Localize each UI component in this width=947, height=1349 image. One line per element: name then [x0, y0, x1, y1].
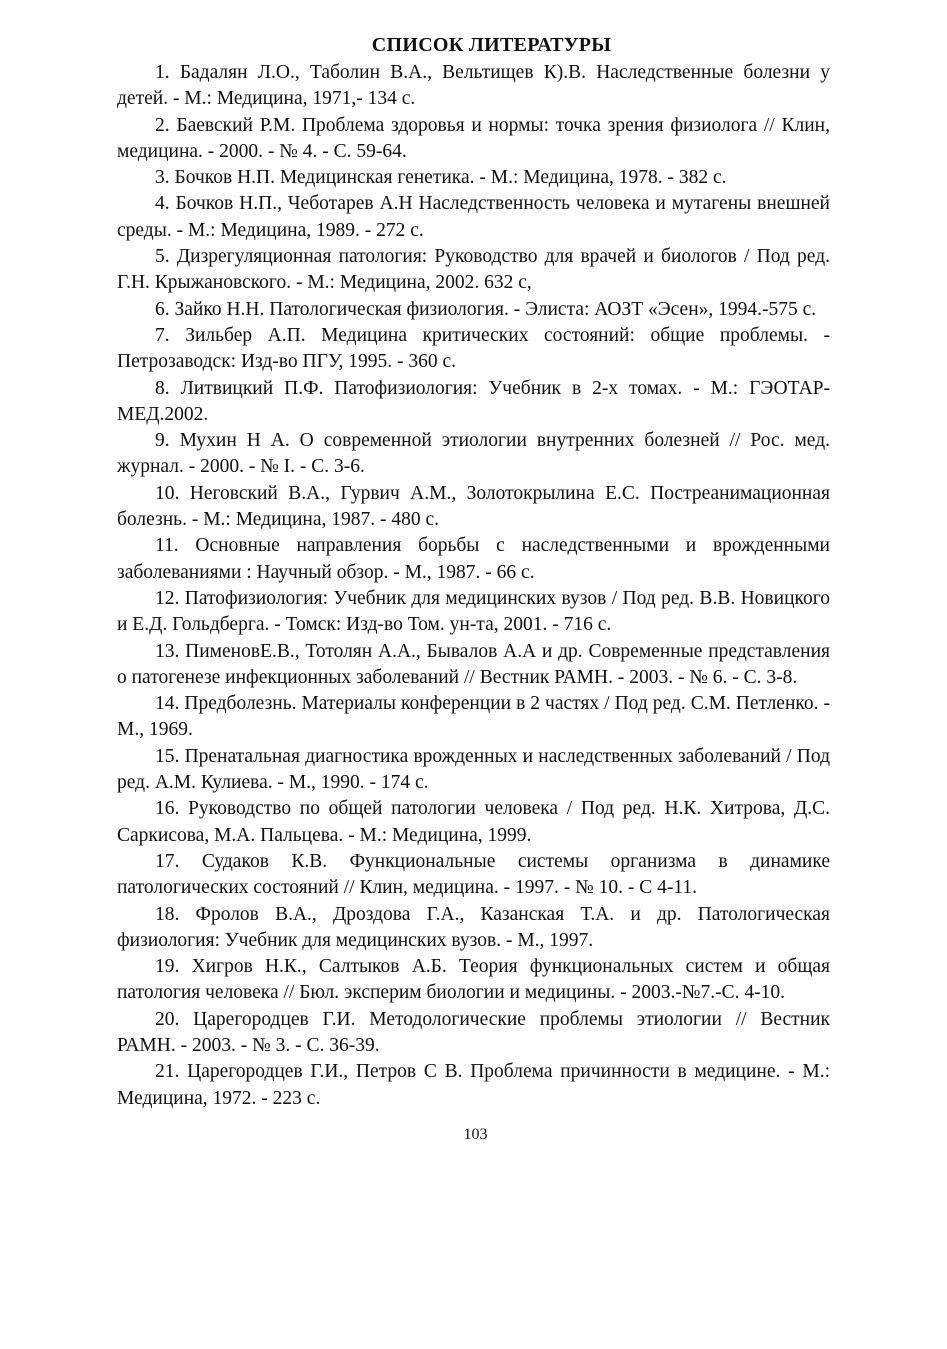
reference-entry-15: 15. Пренатальная диагностика врожденных и наследственных заболеваний / Под ред. А.М. Кулиева. - М., 1990. - 174 с. — [117, 745, 830, 794]
reference-entry-16: 16. Руководство по общей патологии человека / Под ред. Н.К. Хитрова, Д.С. Саркисова, М.А. Пальцева. - М.: Медицина, 1999. — [117, 798, 830, 846]
reference-entry-2: 2. Баевский Р.М. Проблема здоровья и нормы: точка зрения физиолога // Клин, медицина. - 2000. - № 4. - С. 59-64. — [117, 114, 830, 162]
reference-entry-21: 21. Царегородцев Г.И., Петров С В. Проблема причинности в медицине. - М.: Медицина, 1972. - 223 с. — [117, 1061, 830, 1109]
reference-entry-1: 1. Бадалян Л.О., Таболин В.А., Вельтищев К).В. Наследственные болезни у детей. - М.: Медицина, 1971,- 134 с. — [117, 62, 830, 110]
reference-entry-12: 12. Патофизиология: Учебник для медицинских вузов / Под ред. В.В. Новицкого и Е.Д. Гольдберга. - Томск: Изд-во Том. ун-та, 2001. - 716 с. — [117, 587, 830, 636]
reference-entry-6: 6. Зайко Н.Н. Патологическая физиология. - Элиста: АОЗТ «Эсен», 1994.-575 с. — [155, 298, 817, 320]
page-title: СПИСОК ЛИТЕРАТУРЫ — [371, 34, 612, 56]
reference-entry-18: 18. Фролов В.А., Дроздова Г.А., Казанская Т.А. и др. Патологическая физиология: Учебник для медицинских вузов. - М., 1997. — [117, 903, 830, 951]
reference-entry-11: 11. Основные направления борьбы с наследственными и врожденными заболеваниями : Научный обзор. - М., 1987. - 66 с. — [117, 535, 830, 583]
reference-entry-19: 19. Хигров Н.К., Салтыков А.Б. Теория функциональных систем и общая патология человека // Бюл. эксперим биологии и медицины. - 2003.-№7.-С. 4-10. — [117, 956, 830, 1004]
reference-entry-14: 14. Предболезнь. Материалы конференции в 2 частях / Под ред. С.М. Петленко. - М., 1969. — [117, 693, 830, 741]
reference-entry-20: 20. Царегородцев Г.И. Методологические проблемы этиологии // Вестник РАМН. - 2003. - № 3. - С. 36-39. — [117, 1008, 830, 1056]
bibliography-page — [117, 30, 830, 1146]
reference-entry-17: 17. Судаков К.В. Функциональные системы организма в динамике патологических состояний // Клин, медицина. - 1997. - № 10. - С 4-11. — [117, 850, 830, 899]
reference-entry-9: 9. Мухин Н А. О современной этиологии внутренних болезней // Рос. мед. журнал. - 2000. - № I. - С. 3-6. — [117, 430, 830, 478]
reference-entry-7: 7. Зильбер А.П. Медицина критических состояний: общие проблемы. - Петрозаводск: Изд-во ПГУ, 1995. - 360 с. — [117, 324, 830, 373]
reference-entry-4: 4. Бочков Н.П., Чеботарев А.Н Наследственность человека и мутагены внешней среды. - М.: Медицина, 1989. - 272 с. — [117, 193, 830, 241]
reference-entry-5: 5. Дизрегуляционная патология: Руководство для врачей и биологов / Под ред. Г.Н. Крыжановского. - М.: Медицина, 2002. 632 с, — [117, 246, 830, 294]
reference-entry-10: 10. Неговский В.А., Гурвич А.М., Золотокрылина Е.С. Постреанимационная болезнь. - М.: Медицина, 1987. - 480 с. — [117, 482, 830, 531]
page-number: 103 — [463, 1125, 488, 1143]
reference-list — [117, 60, 830, 1112]
reference-entry-8: 8. Литвицкий П.Ф. Патофизиология: Учебник в 2-х томах. - М.: ГЭОТАР-МЕД.2002. — [117, 377, 830, 425]
reference-entry-3: 3. Бочков Н.П. Медицинская генетика. - М.: Медицина, 1978. - 382 с. — [155, 167, 727, 189]
reference-entry-13: 13. ПименовЕ.В., Тотолян А.А., Бывалов А.А и др. Современные представления о патогенезе инфекционных заболеваний // Вестник РАМН. - 2003. - № 6. - С. 3-8. — [117, 640, 830, 688]
